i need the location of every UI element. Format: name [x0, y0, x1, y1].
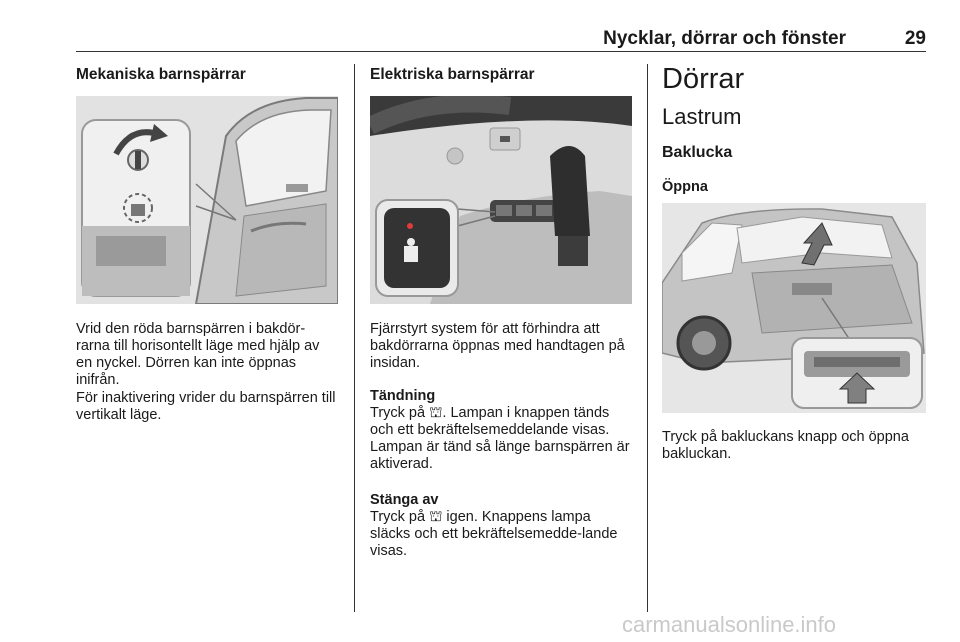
page-number: 29	[904, 28, 926, 49]
heading-doors: Dörrar	[662, 63, 745, 95]
heading-tailgate: Baklucka	[662, 144, 733, 161]
chapter-title: Nycklar, dörrar och fönster	[603, 28, 846, 49]
column-electric-child-lock	[370, 62, 632, 84]
column-divider-2	[647, 64, 648, 612]
console-illustration	[370, 96, 632, 304]
paragraph-electric-2: Tryck på ⛫. Lampan i knappen tänds och ett bekräftelsemeddelande visas. Lampan är tänd så länge barnspärren är aktiverad.	[370, 405, 630, 472]
page-header	[76, 28, 926, 50]
figure-mechanical-child-lock	[76, 96, 338, 304]
watermark: carmanualsonline.info	[622, 612, 837, 637]
paragraph-mechanical-2: För inaktivering vrider du barnspärren till vertikalt läge.	[76, 390, 336, 423]
paragraph-electric-1: Fjärrstyrt system för att förhindra att bakdörrarna öppnas med handtagen på insidan.	[370, 321, 625, 371]
section-title: Mekaniska barnspärrar	[76, 66, 246, 83]
heading-cargo: Lastrum	[662, 104, 742, 129]
subheading-turn-off: Stänga av	[370, 492, 439, 508]
paragraph-tailgate: Tryck på bakluckans knapp och öppna bakluckan.	[662, 429, 909, 462]
column-mechanical-child-lock	[76, 62, 338, 84]
paragraph-electric-3: Tryck på ⛫ igen. Knappens lampa släcks och ett bekräftelsemedde-lande visas.	[370, 509, 618, 559]
header-rule	[76, 51, 926, 52]
car-rear-illustration	[662, 203, 926, 413]
door-lock-illustration	[76, 96, 338, 304]
figure-tailgate	[662, 203, 926, 413]
paragraph-mechanical-1: Vrid den röda barnspärren i bakdör-rarna till horisontellt läge med hjälp av en nyckel. Dörren kan inte öppnas inifrån.	[76, 321, 320, 388]
subheading-ignition: Tändning	[370, 388, 436, 404]
column-divider-1	[354, 64, 355, 612]
section-title: Elektriska barnspärrar	[370, 66, 535, 83]
heading-open: Öppna	[662, 179, 708, 195]
figure-electric-child-lock	[370, 96, 632, 304]
